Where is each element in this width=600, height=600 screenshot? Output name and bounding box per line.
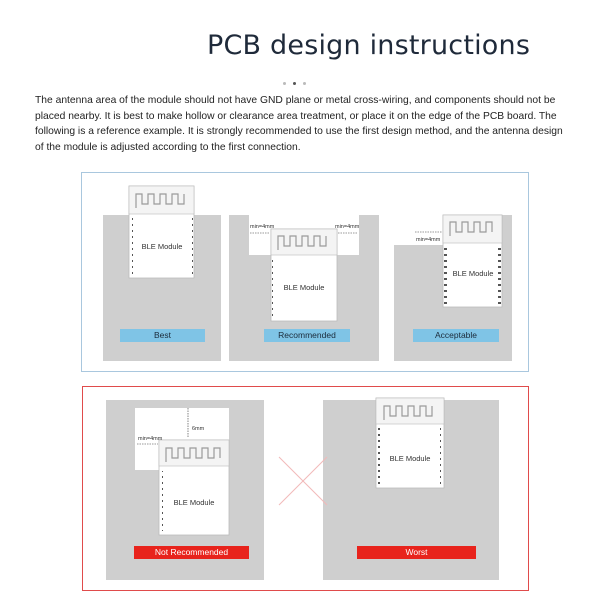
min-label-not-recommended: min=4mm bbox=[138, 436, 163, 442]
module-not-recommended bbox=[159, 440, 229, 535]
module-acceptable bbox=[443, 215, 502, 307]
page-title: PCB design instructions bbox=[207, 30, 531, 61]
min-label-left: min=4mm bbox=[250, 224, 275, 230]
label-recommended: Recommended bbox=[264, 329, 350, 342]
module-label-not-recommended: BLE Module bbox=[173, 498, 215, 507]
module-best bbox=[129, 186, 194, 278]
module-label-best: BLE Module bbox=[141, 242, 183, 251]
label-acceptable: Acceptable bbox=[413, 329, 499, 342]
label-worst: Worst bbox=[357, 546, 476, 559]
gap-label: 6mm bbox=[192, 426, 205, 432]
module-label-recommended: BLE Module bbox=[283, 283, 325, 292]
label-not-recommended: Not Recommended bbox=[134, 546, 249, 559]
min-label-acceptable: min=4mm bbox=[416, 237, 441, 243]
min-label-right: min=4mm bbox=[335, 224, 360, 230]
description-text: The antenna area of the module should not have GND plane or metal cross-wiring, and components should not be placed nearby. It is best to make hollow or clearance area treatment, or place it on the edge of the PCB board. The following is a reference example. It is strongly recommended to use the first design method, and the antenna design of the module is adjusted according to the first connection. bbox=[35, 95, 563, 153]
module-label-acceptable: BLE Module bbox=[452, 269, 494, 278]
module-recommended bbox=[271, 229, 337, 321]
cross-icon bbox=[279, 457, 327, 505]
label-best: Best bbox=[120, 329, 205, 342]
module-label-worst: BLE Module bbox=[389, 454, 431, 463]
module-worst bbox=[376, 398, 444, 488]
